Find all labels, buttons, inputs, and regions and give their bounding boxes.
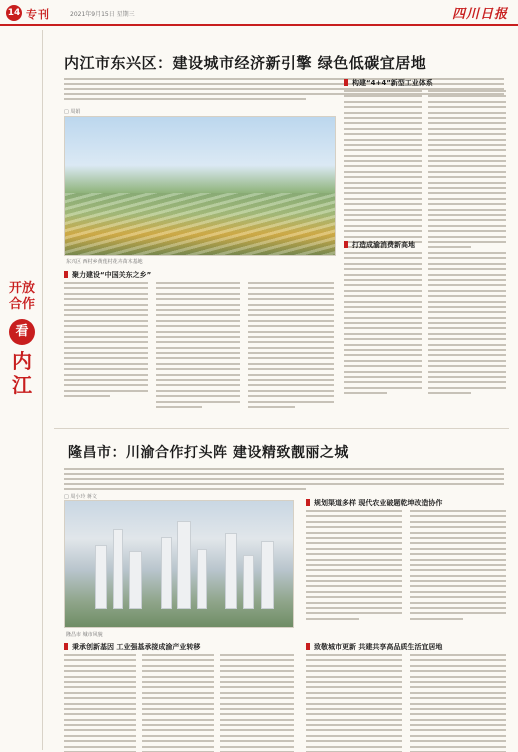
article2-col-b (410, 510, 506, 623)
article1-title: 内江市东兴区：建设城市经济新引擎 绿色低碳宜居地 (64, 54, 427, 72)
sidebar-divider (42, 30, 43, 750)
article1-col-g (248, 282, 334, 411)
article2-col-e (220, 654, 294, 752)
article2-col-f (306, 654, 402, 752)
masthead: 四川日报 (451, 7, 508, 22)
article2-sub2: 秉承创新基因 工业强基承接成渝产业转移 (64, 642, 200, 652)
section-name: 专刊 (26, 8, 50, 21)
article1-col-c (344, 252, 422, 398)
article1-photo (64, 116, 336, 256)
article1-photo-caption: 东兴区 西村乡黄莲村花卉苗木基地 (66, 259, 143, 265)
article2-photo (64, 500, 294, 628)
sidebar-line1: 开放合作 (8, 281, 35, 312)
article1-byline: □ 周娟 (64, 109, 81, 115)
sidebar-circle: 看 (9, 319, 35, 345)
article2-sub3: 致敬城市更新 共建共享高品质生活宜居地 (306, 642, 442, 652)
article1-col-f (156, 282, 240, 411)
article1-sub3: 聚力建设“中国关东之乡” (64, 270, 151, 280)
article1-sub1: 构建“4+4”新型工业体系 (344, 78, 433, 88)
issue-date: 2021年9月15日 星期三 (70, 11, 135, 18)
article1-col-e (64, 282, 148, 401)
article1-col-b (428, 90, 506, 252)
sidebar-line2: 内江 (12, 349, 32, 398)
article2-col-a (306, 510, 402, 623)
article2-sub1: 规划渠道多样 现代农业破题乾坤改造协作 (306, 498, 442, 508)
article2-col-c (64, 654, 136, 752)
article2-lead (64, 468, 504, 493)
article2-photo-caption: 隆昌市 城市风貌 (66, 632, 103, 638)
article2-col-g (410, 654, 506, 752)
sidebar-title (6, 278, 38, 397)
article1-col-a (344, 90, 422, 252)
page-number: 14 (6, 5, 22, 21)
left-sidebar (0, 28, 42, 752)
article1-sub2: 打造成渝消费新高地 (344, 240, 415, 250)
article2-title: 隆昌市：川渝合作打头阵 建设精致靓丽之城 (68, 445, 349, 461)
article-divider (54, 428, 509, 429)
page-header (0, 0, 518, 26)
article1-col-d (428, 252, 506, 398)
article2-col-d (142, 654, 214, 752)
article2-byline: □ 周小玲 蒋文 (64, 494, 97, 500)
